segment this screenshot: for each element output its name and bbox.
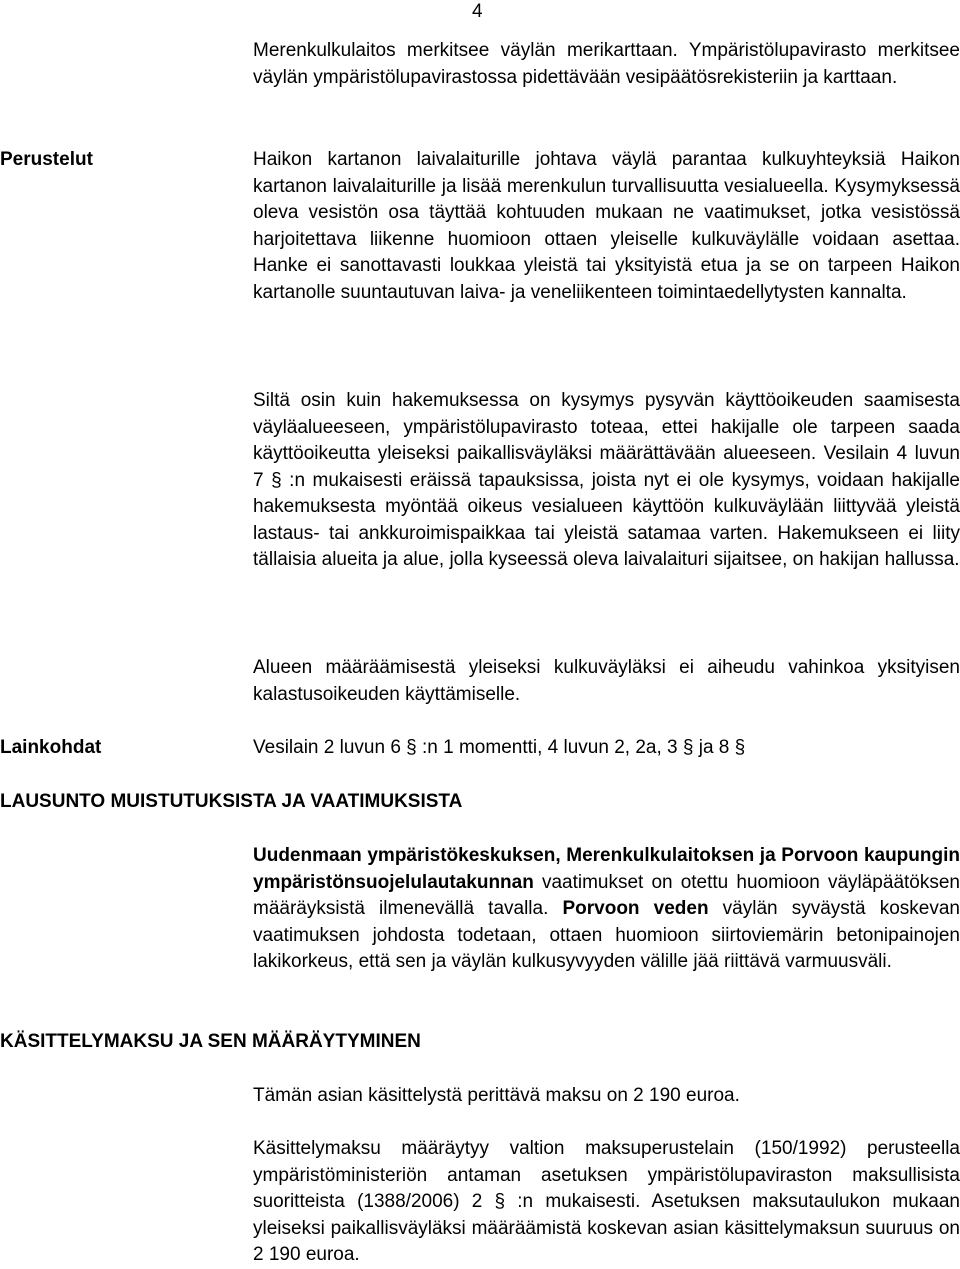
kasittelymaksu-heading: KÄSITTELYMAKSU JA SEN MÄÄRÄYTYMINEN — [0, 1031, 421, 1052]
intro-paragraph: Merenkulkulaitos merkitsee väylän merikarttaan. Ympäristölupavirasto merkitsee väylän ympäristölupavirastossa pidettävään vesipäätösrekisteriin ja karttaan. — [253, 40, 960, 88]
perustelut-paragraph-1: Haikon kartanon laivalaiturille johtava väylä parantaa kulkuyhteyksiä Haikon kartanon laivalaiturille ja lisää merenkulun turvallisuutta vesialueella. Kysymyksessä oleva vesistön osa täyttää kohtuuden mukaan ne vaatimukset, jotka vesistössä harjoitettava liikenne huomioon ottaen yleiselle kulkuväylälle voidaan asettaa. Hanke ei sanottavasti loukkaa yleistä tai yksityistä etua ja se on tarpeen Haikon kartanolle suuntautuvan laiva- ja veneliikenteen toimintaedellytysten kannalta. — [253, 149, 960, 303]
lausunto-paragraph — [253, 843, 960, 976]
kasittelymaksu-paragraph-2: Käsittelymaksu määräytyy valtion maksuperustelain (150/1992) perusteella ympäristöministeriön antaman asetuksen ympäristölupaviraston maksullisista suoritteista (1388/2006) 2 § :n mukaisesti. Asetuksen maksutaulukon mukaan yleiseksi paikallisväyläksi määräämistä koskevan asian käsittelymaksun suuruus on 2 190 euroa. — [253, 1138, 960, 1265]
page-number: 4 — [472, 1, 483, 22]
lausunto-heading: LAUSUNTO MUISTUTUKSISTA JA VAATIMUKSISTA — [0, 791, 463, 812]
lainkohdat-label: Lainkohdat — [0, 737, 102, 758]
kasittelymaksu-paragraph-1: Tämän asian käsittelystä perittävä maksu on 2 190 euroa. — [253, 1085, 740, 1106]
lainkohdat-text: Vesilain 2 luvun 6 § :n 1 momentti, 4 luvun 2, 2a, 3 § ja 8 § — [253, 737, 746, 758]
lausunto-bold-2: Porvoon veden — [562, 898, 709, 919]
perustelut-label: Perustelut — [0, 149, 93, 170]
lausunto-text-2: väylän syväystä koskevan vaatimuksen johdosta todetaan, ottaen huomioon siirtoviemärin betonipainojen lakikorkeus, että sen ja väylän kulkusyvyyden välille jää riittävä varmuusväli. — [253, 898, 960, 972]
lausunto-bold-1: Uudenmaan ympäristökeskuksen, Merenkulkulaitoksen ja Porvoon kaupungin ympäristönsuojelulautakunnan — [253, 845, 960, 893]
perustelut-paragraph-3: Alueen määräämisestä yleiseksi kulkuväyläksi ei aiheudu vahinkoa yksityisen kalastusoikeuden käyttämiselle. — [253, 657, 960, 705]
perustelut-paragraph-2: Siltä osin kuin hakemuksessa on kysymys pysyvän käyttöoikeuden saamisesta väyläalueeseen, ympäristölupavirasto toteaa, ettei hakijalle ole tarpeen saada käyttöoikeutta yleiseksi paikallisväyläksi määrättävään alueeseen. Vesilain 4 luvun 7 § :n mukaisesti eräissä tapauksissa, joista nyt ei ole kysymys, voidaan hakijalle hakemuksesta myöntää oikeus vesialueen käyttöön kulkuväylään liittyvää yleistä lastaus- tai ankkuroimispaikkaa tai yleistä satamaa varten. Hakemukseen ei liity tällaisia alueita ja alue, jolla kyseessä oleva laivalaituri sijaitsee, on hakijan hallussa. — [253, 390, 960, 570]
lausunto-text-1: vaatimukset on otettu huomioon väyläpäätöksen määräyksistä ilmenevällä tavalla. — [253, 871, 960, 919]
